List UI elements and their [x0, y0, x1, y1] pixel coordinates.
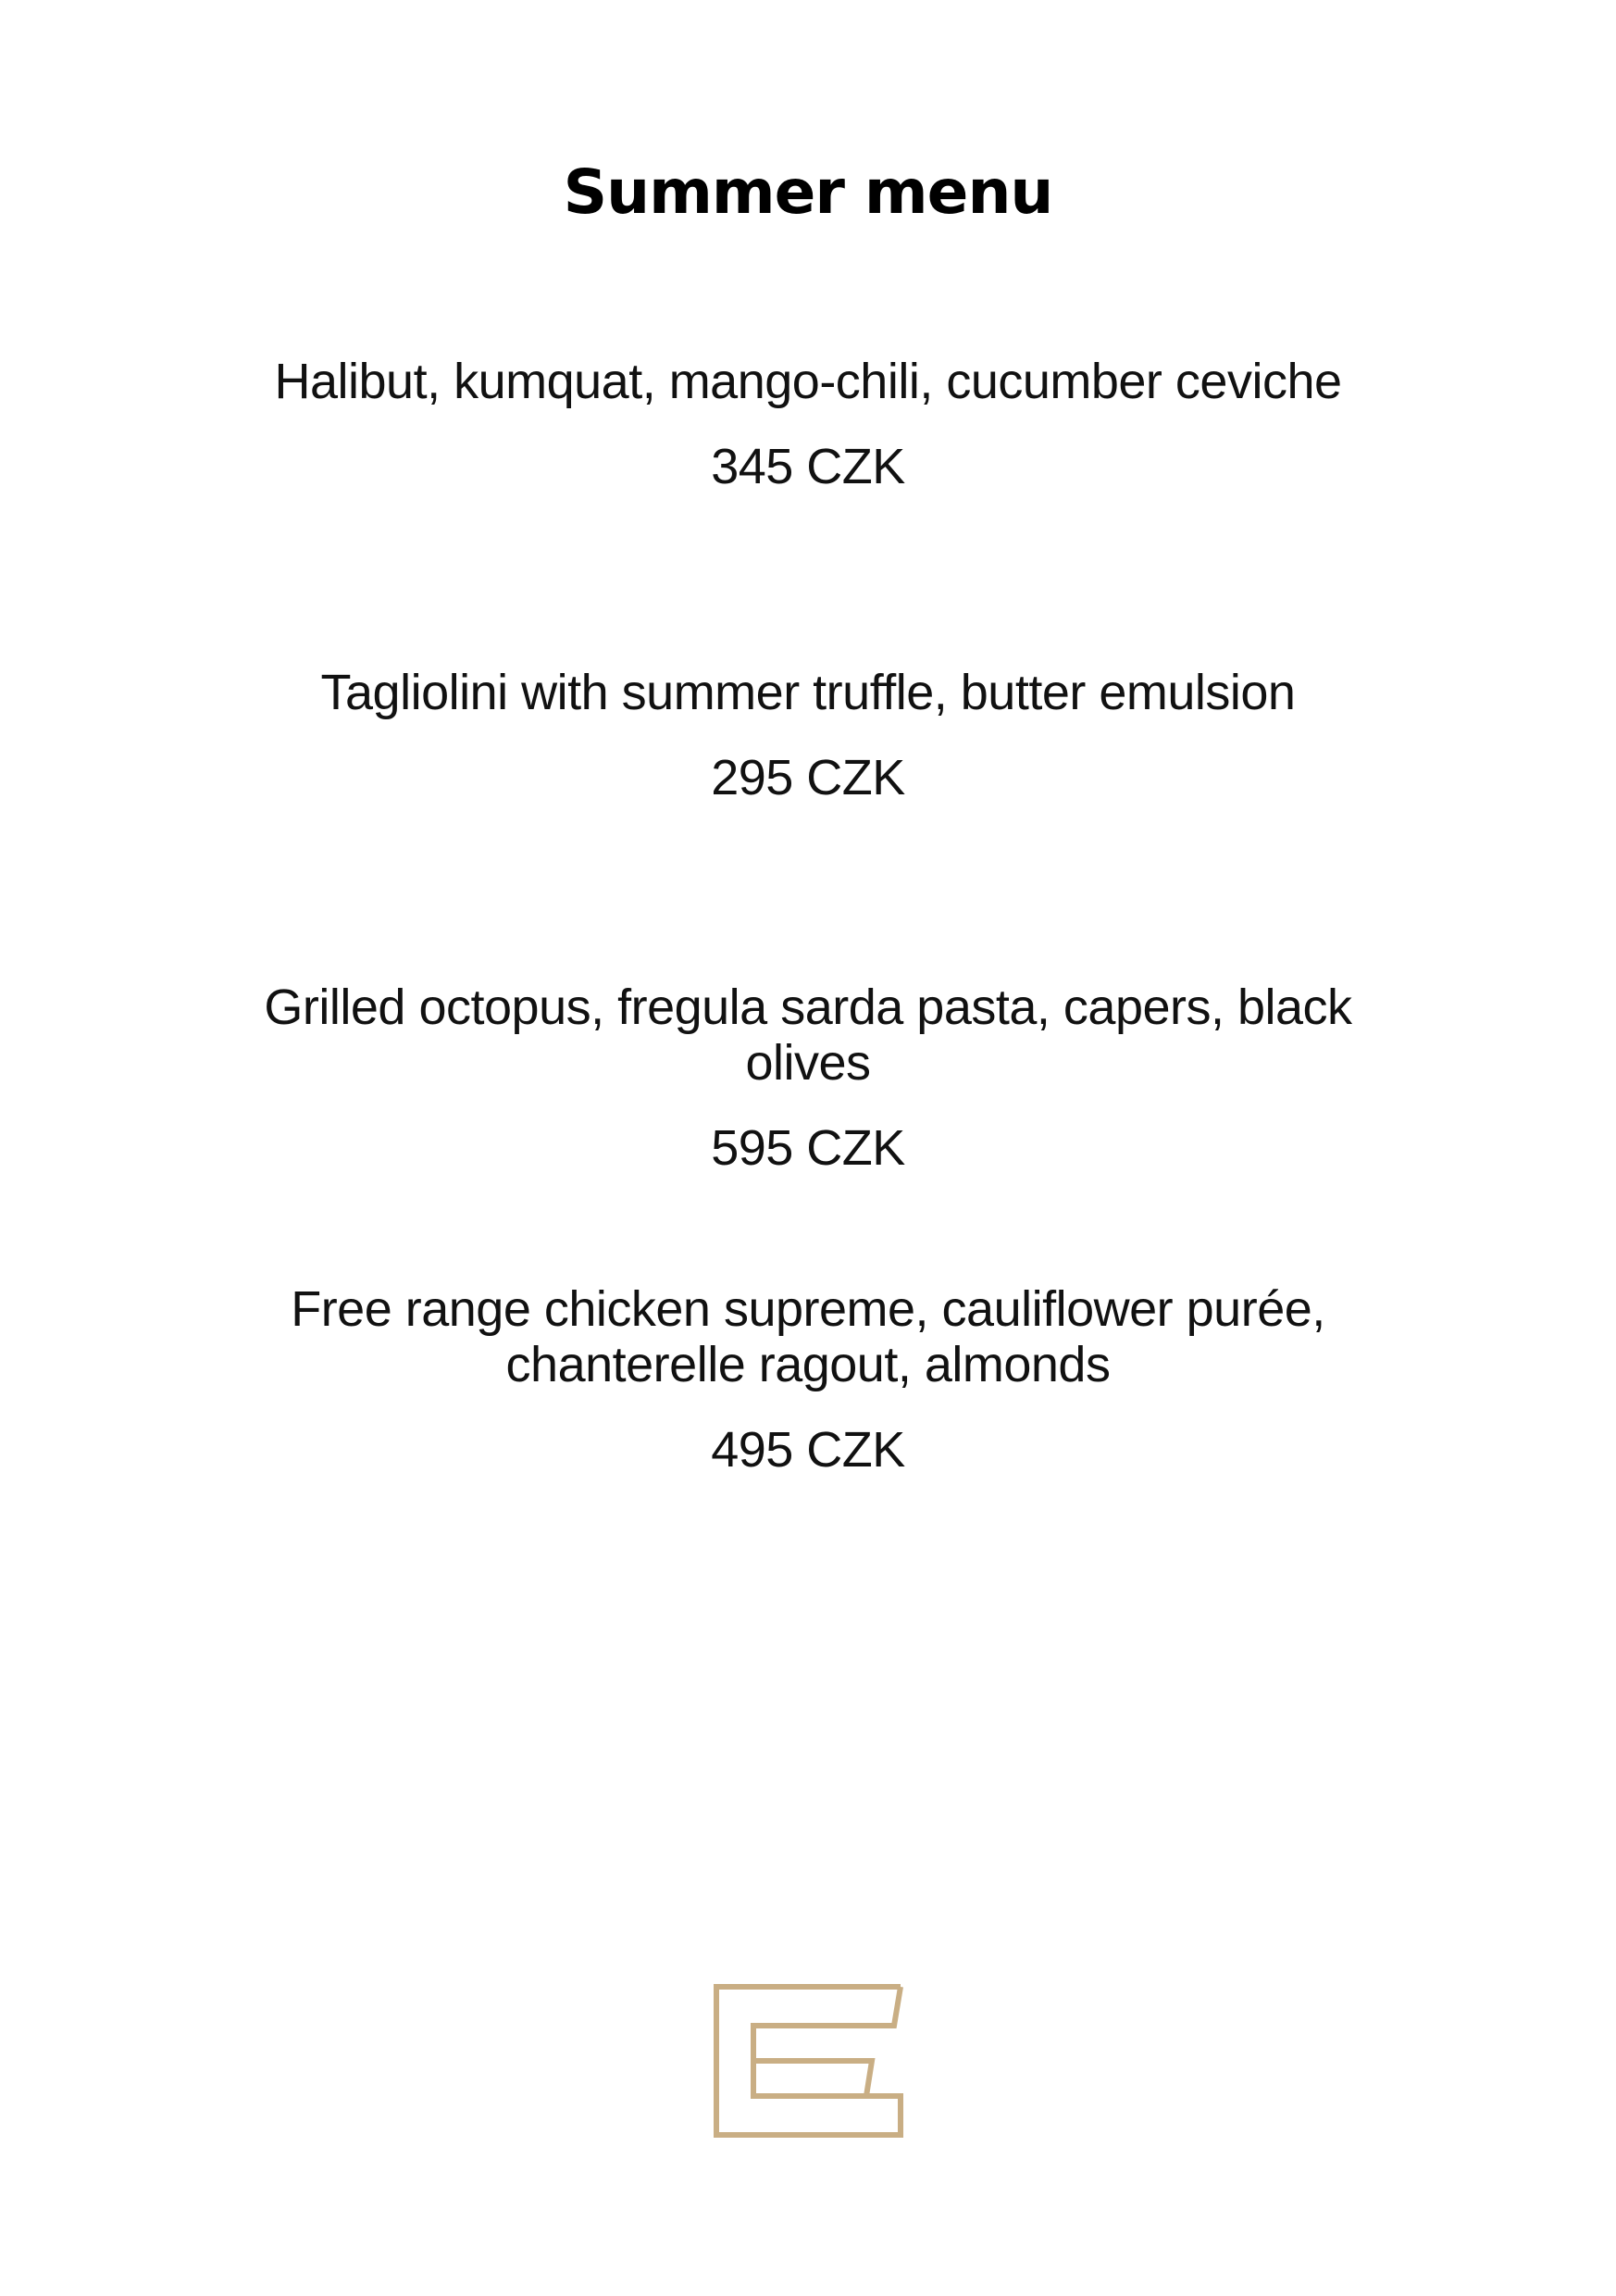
dish-price: 595 CZK: [711, 1120, 905, 1176]
menu-item: [0, 665, 1616, 805]
menu-item: [0, 354, 1616, 494]
menu-title: Summer menu: [563, 156, 1053, 228]
dish-price: 345 CZK: [711, 439, 905, 494]
logo-inner-bar: [753, 2061, 872, 2096]
menu-item: [0, 980, 1616, 1176]
dish-name: Grilled octopus, fregula sarda pasta, capers, black olives: [264, 980, 1352, 1091]
logo-mark: [716, 1987, 901, 2135]
dish-name: Free range chicken supreme, cauliflower purée, chanterelle ragout, almonds: [291, 1281, 1325, 1392]
dish-price: 295 CZK: [711, 750, 905, 805]
menu-item: [0, 1281, 1616, 1478]
dish-name: Halibut, kumquat, mango-chili, cucumber ceviche: [274, 354, 1342, 409]
monogram-e-icon: [713, 1983, 903, 2139]
dish-price: 495 CZK: [711, 1422, 905, 1478]
dish-name: Tagliolini with summer truffle, butter emulsion: [320, 665, 1296, 720]
